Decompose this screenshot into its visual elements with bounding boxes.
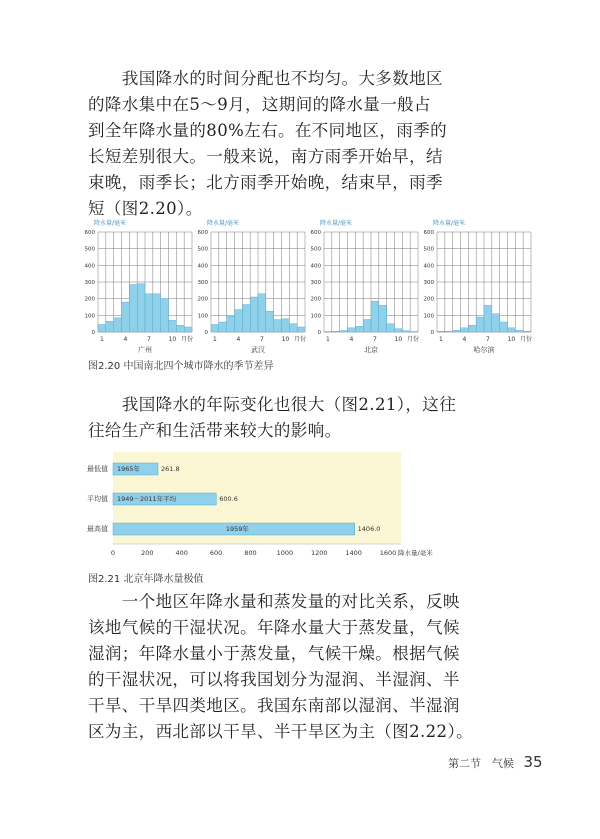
bar-month-4: [235, 310, 243, 333]
bar-row-2: [87, 493, 238, 505]
text-line: 的降水集中在5～9月，这期间的降水量一般占: [88, 95, 431, 114]
y-tick-label: 200: [84, 296, 95, 303]
x-axis-label: 月份: [406, 336, 419, 343]
bar-month-8: [379, 305, 387, 332]
x-tick-label: 10: [507, 336, 516, 343]
x-tick-label: 7: [147, 336, 151, 343]
bar-month-7: [145, 294, 153, 332]
bar-month-9: [500, 322, 508, 332]
text-line: 束晚，雨季长；北方雨季开始晚，结束早，雨季: [88, 173, 443, 192]
y-axis-label: 降水量/毫米: [320, 220, 353, 227]
x-tick-label: 4: [349, 336, 354, 343]
y-tick-label: 200: [310, 296, 321, 303]
x-tick-label: 800: [244, 549, 257, 557]
value-label: 600.6: [219, 495, 238, 503]
bar-month-8: [492, 314, 500, 332]
bar-month-10: [282, 319, 290, 332]
figure-2-20-seasonal-rainfall: [80, 210, 550, 358]
bar-month-11: [515, 330, 523, 332]
bar-month-7: [371, 301, 379, 332]
x-tick-label: 1: [326, 336, 330, 343]
y-tick-label: 300: [197, 280, 208, 286]
bar-month-10: [169, 320, 177, 332]
value-label: 261.8: [160, 465, 180, 473]
x-axis-label: 月份: [519, 336, 532, 343]
x-tick-label: 1000: [276, 549, 294, 557]
bar-month-3: [453, 330, 461, 332]
x-tick-label: 7: [260, 336, 264, 343]
bar-month-5: [242, 305, 250, 333]
bar-month-2: [219, 322, 227, 332]
x-tick-label: 10: [281, 336, 290, 343]
bar-month-4: [348, 328, 356, 332]
bar-month-3: [227, 316, 235, 332]
y-tick-label: 500: [197, 246, 208, 253]
paragraph-interannual-variation: [88, 392, 528, 444]
bar-month-8: [153, 294, 161, 332]
bar-month-9: [274, 320, 282, 333]
y-tick-label: 400: [84, 263, 95, 270]
text-line: 到全年降水量的80%左右。在不同地区，雨季的: [88, 121, 447, 140]
x-tick-label: 1: [100, 336, 104, 343]
figure-2-21-beijing-extremes: [80, 452, 480, 570]
bar-month-11: [289, 324, 297, 332]
y-tick-label: 200: [197, 296, 208, 303]
paragraph-dry-wet-regions: [88, 589, 528, 745]
bar-month-7: [258, 294, 266, 332]
text-line: 干旱、干旱四类地区。我国东南部以湿润、半湿润: [88, 696, 460, 715]
y-axis-label: 降水量/毫米: [94, 220, 127, 227]
bar-month-3: [340, 331, 348, 333]
y-tick-label: 600: [423, 230, 434, 236]
y-tick-label: 300: [423, 280, 434, 286]
text-line: 长短差别很大。一般来说，南方雨季开始早，结: [88, 147, 443, 166]
figure-2-21-caption: 图2.21 北京年降水量极值: [88, 574, 204, 585]
city-chart-1: [85, 219, 194, 354]
bar-month-4: [461, 328, 469, 332]
text-line: 我国降水的时间分配也不均匀。大多数地区: [88, 69, 443, 88]
bar-inner-label: 1949－2011年平均: [117, 495, 177, 503]
city-chart-3: [311, 219, 420, 354]
y-tick-label: 400: [310, 263, 321, 270]
bar-month-6: [137, 284, 145, 332]
text-line: 该地气候的干湿状况。年降水量大于蒸发量，气候: [88, 618, 460, 637]
bar-month-5: [129, 285, 137, 333]
y-tick-label: 100: [84, 313, 95, 320]
bar-month-2: [106, 321, 114, 332]
bar-month-9: [387, 324, 395, 332]
x-tick-label: 1: [213, 336, 217, 343]
bar-month-5: [468, 325, 476, 332]
category-label: 最低值: [87, 465, 108, 473]
city-label: 武汉: [251, 346, 265, 354]
y-tick-label: 500: [84, 246, 95, 253]
paragraph-rainfall-timing: [88, 66, 528, 222]
y-tick-label: 600: [310, 230, 321, 236]
footer-section: 第二节 气候: [448, 757, 514, 770]
bar-month-1: [98, 325, 106, 333]
x-tick-label: 4: [123, 336, 128, 343]
bar-month-12: [410, 332, 418, 333]
x-axis-label: 月份: [180, 336, 193, 343]
city-label: 广州: [138, 346, 152, 354]
text-line: 湿润；年降水量小于蒸发量，气候干燥。根据气候: [88, 644, 460, 663]
text-line: 的干湿状况，可以将我国划分为湿润、半湿润、半: [88, 670, 460, 689]
city-chart-4: [424, 219, 533, 354]
x-tick-label: 4: [462, 336, 467, 343]
y-tick-label: 0: [430, 330, 434, 336]
y-axis-label: 降水量/毫米: [207, 220, 240, 227]
x-tick-label: 200: [141, 549, 154, 557]
bar-month-6: [250, 297, 258, 332]
bar-month-1: [211, 325, 219, 333]
bar-month-7: [484, 305, 492, 332]
bar-month-11: [402, 331, 410, 332]
page-number: 35: [523, 753, 543, 771]
x-tick-label: 600: [209, 549, 223, 557]
y-tick-label: 300: [310, 280, 321, 286]
bar-month-6: [476, 317, 484, 332]
x-tick-label: 400: [175, 549, 188, 557]
bar-month-2: [332, 331, 340, 332]
bar-month-1: [437, 331, 445, 332]
text-line: 我国降水的年际变化也很大（图2.21），这往: [88, 395, 457, 414]
bar-month-9: [161, 299, 169, 332]
x-tick-label: 7: [373, 336, 377, 343]
text-line: 一个地区年降水量和蒸发量的对比关系，反映: [88, 592, 460, 611]
x-tick-label: 0: [110, 549, 116, 557]
bar-month-6: [363, 320, 371, 333]
x-tick-label: 1: [439, 336, 443, 343]
y-tick-label: 100: [423, 313, 434, 320]
y-axis-label: 降水量/毫米: [433, 220, 466, 227]
city-label: 北京: [364, 346, 378, 354]
x-tick-label: 1400: [345, 549, 362, 557]
text-line: 区为主，西北部以干旱、半干旱区为主（图2.22）。: [88, 722, 473, 741]
x-axis-label: 降水量/毫米: [398, 549, 433, 557]
bar-inner-label: 1959年: [225, 525, 249, 533]
bar-month-1: [324, 332, 332, 333]
y-tick-label: 0: [317, 330, 321, 336]
x-axis-label: 月份: [293, 336, 306, 343]
x-tick-label: 4: [236, 336, 241, 343]
text-line: 短（图2.20）。: [88, 199, 203, 218]
y-tick-label: 0: [91, 330, 95, 336]
x-tick-label: 1600: [379, 549, 397, 557]
bar-row-3: [87, 523, 380, 535]
y-tick-label: 500: [310, 246, 321, 253]
bar-month-5: [355, 326, 363, 332]
bar-month-12: [184, 327, 192, 332]
y-tick-label: 100: [197, 313, 208, 320]
bar-month-4: [122, 302, 130, 332]
category-label: 平均值: [87, 495, 108, 503]
y-tick-label: 100: [310, 313, 321, 320]
figure-2-20-caption: 图2.20 中国南北四个城市降水的季节差异: [88, 361, 274, 372]
bar-month-12: [523, 331, 531, 332]
text-line: 往给生产和生活带来较大的影响。: [88, 421, 342, 440]
y-tick-label: 600: [84, 230, 95, 236]
bar-month-12: [297, 327, 305, 332]
bar-month-2: [445, 331, 453, 332]
bar-month-10: [508, 328, 516, 332]
x-tick-label: 10: [394, 336, 403, 343]
city-label: 哈尔滨: [473, 346, 495, 354]
y-tick-label: 600: [197, 230, 208, 236]
bar-inner-label: 1965年: [117, 465, 141, 473]
x-tick-label: 7: [486, 336, 490, 343]
bar-month-8: [266, 311, 274, 332]
x-tick-label: 1200: [310, 549, 328, 557]
category-label: 最高值: [87, 525, 108, 533]
y-tick-label: 200: [423, 296, 434, 303]
y-tick-label: 400: [197, 263, 208, 270]
x-tick-label: 10: [168, 336, 177, 343]
y-tick-label: 400: [423, 263, 434, 270]
value-label: 1406.0: [357, 525, 381, 533]
y-tick-label: 500: [423, 246, 434, 253]
y-tick-label: 0: [204, 330, 208, 336]
y-tick-label: 300: [84, 280, 95, 286]
city-chart-2: [198, 219, 307, 354]
bar-month-10: [395, 329, 403, 332]
bar-month-3: [114, 318, 122, 332]
bar-month-11: [176, 325, 184, 332]
page-footer: [448, 753, 543, 771]
